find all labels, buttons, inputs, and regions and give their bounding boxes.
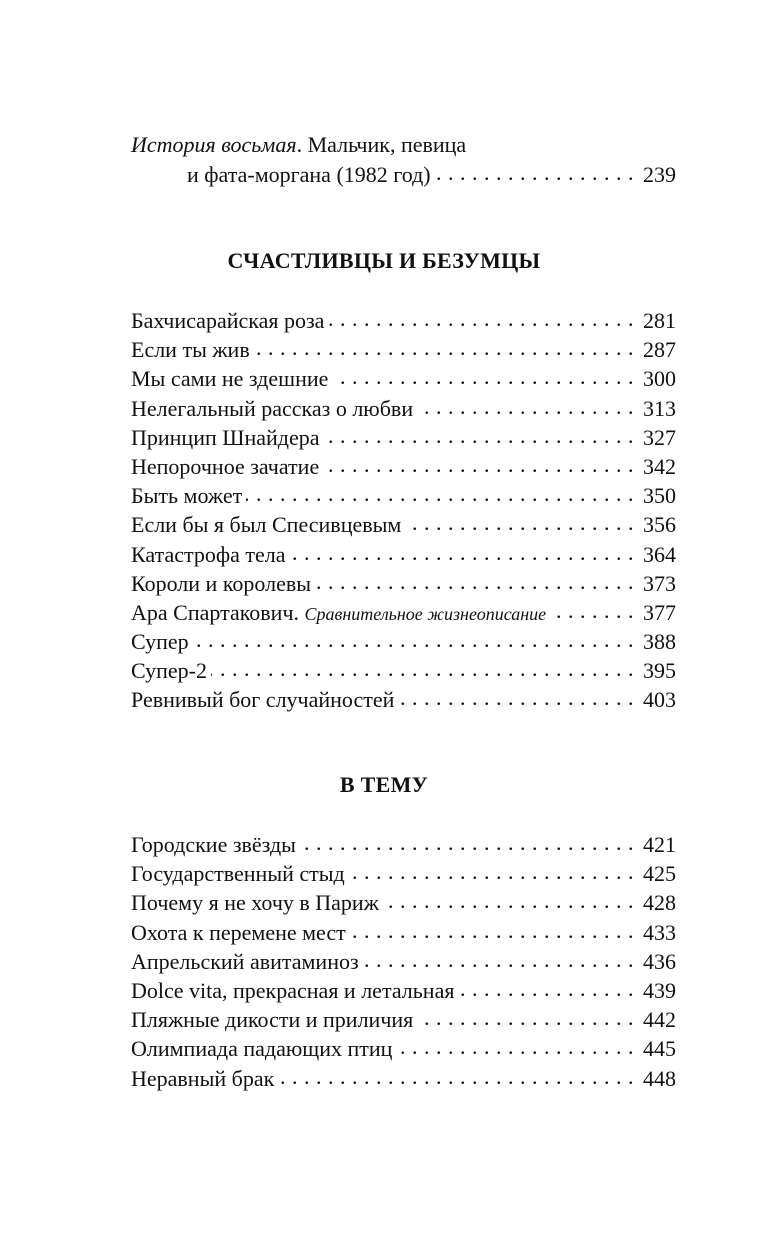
entry-title: Супер (131, 629, 189, 655)
entry-title: Апрельский авитаминоз (131, 948, 359, 974)
intro-story-continuation-line (131, 160, 676, 189)
dot-leader (290, 540, 634, 562)
entry-page: 436 (643, 948, 676, 974)
toc-entry (131, 627, 676, 656)
entry-page: 445 (643, 1036, 676, 1062)
entry-page: 281 (643, 308, 676, 333)
entry-title: Олимпиада падающих птиц (131, 1036, 393, 1062)
section-heading-2: В ТЕМУ (339, 772, 429, 797)
dot-leader (315, 569, 634, 591)
entry-page: 428 (643, 890, 676, 916)
entry-title: Если бы я был Спесивцевым (131, 512, 402, 538)
dot-leader (246, 481, 634, 503)
dot-leader (458, 976, 634, 998)
toc-entry (131, 1034, 676, 1063)
entry-page: 448 (643, 1065, 676, 1091)
dot-leader (396, 1034, 634, 1056)
entry-page: 300 (643, 366, 676, 392)
entry-page: 356 (643, 512, 676, 538)
entry-page: 287 (643, 337, 676, 363)
toc-entry (131, 918, 676, 947)
entry-title: Неравный брак (131, 1065, 275, 1091)
entry-title: Катастрофа тела (131, 541, 286, 567)
toc-entry (131, 364, 676, 393)
section-heading-1: СЧАСТЛИВЦЫ И БЕЗУМЦЫ (227, 248, 541, 273)
toc-entry (131, 306, 676, 335)
entry-page: 377 (643, 599, 676, 625)
dot-leader (254, 335, 634, 357)
toc-entry (131, 656, 676, 685)
toc-entry (131, 859, 676, 888)
entry-page: 373 (643, 570, 676, 596)
section2-list (131, 830, 676, 1093)
dot-leader (398, 685, 634, 707)
toc-entry (131, 452, 676, 481)
dot-leader (323, 423, 634, 445)
toc-entry (131, 423, 676, 452)
dot-leader (332, 364, 634, 386)
dot-leader (550, 598, 634, 620)
intro-story-page: 239 (643, 162, 676, 187)
toc-entry (131, 481, 676, 510)
entry-page: 421 (643, 832, 676, 857)
entry-page: 327 (643, 424, 676, 450)
entry-page: 395 (643, 658, 676, 684)
toc-entry (131, 569, 676, 598)
dot-leader (363, 947, 634, 969)
entry-title: Нелегальный рассказ о любви (131, 395, 414, 421)
entry-page: 350 (643, 483, 676, 509)
dot-leader (435, 160, 634, 182)
entry-page: 342 (643, 453, 676, 479)
dot-leader (300, 830, 634, 852)
entry-subtitle: Сравнительное жизнеописание (304, 603, 547, 624)
dot-leader (350, 918, 634, 940)
entry-title: Быть может (131, 483, 243, 509)
entry-title: Пляжные дикости и приличия (131, 1007, 414, 1033)
entry-title: Если ты жив (131, 337, 250, 363)
toc-entry (131, 1005, 676, 1034)
toc-entry (131, 685, 676, 714)
entry-title: Почему я не хочу в Париж (131, 890, 379, 916)
dot-leader (323, 452, 634, 474)
entry-page: 439 (643, 977, 676, 1003)
entry-title: Непорочное зачатие (131, 453, 320, 479)
entry-page: 313 (643, 395, 676, 421)
toc-entry (131, 1064, 676, 1093)
toc-entry (131, 947, 676, 976)
intro-story-entry (131, 130, 676, 189)
toc-entry (131, 540, 676, 569)
entry-page: 364 (643, 541, 676, 567)
entry-title: Dolce vita, прекрасная и летальная (131, 977, 455, 1003)
entry-title-with-subtitle (131, 598, 546, 629)
entry-title: Городские звёзды (131, 832, 296, 857)
entry-title: Мы сами не здешние (131, 366, 329, 392)
toc-entry (131, 976, 676, 1005)
toc-entry (131, 830, 676, 859)
toc-entry (131, 888, 676, 917)
section1-list (131, 306, 676, 715)
toc-entry (131, 598, 676, 627)
dot-leader (278, 1064, 634, 1086)
entry-page: 388 (643, 629, 676, 655)
entry-title: Бахчисарайская роза (131, 308, 325, 333)
intro-story-title-line (131, 130, 676, 160)
entry-page: 433 (643, 919, 676, 945)
dot-leader (405, 510, 634, 532)
entry-title: Короли и королевы (131, 570, 312, 596)
entry-title: Принцип Шнайдера (131, 424, 320, 450)
entry-title: Охота к перемене мест (131, 919, 346, 945)
dot-leader (193, 627, 634, 649)
entry-title: Ревнивый бог случайностей (131, 687, 395, 713)
entry-page: 442 (643, 1007, 676, 1033)
entry-title: Ара Спартакович. (131, 599, 300, 625)
intro-story-title-rest: . Мальчик, певица (296, 132, 467, 157)
intro-story-continuation: и фата-моргана (1982 год) (187, 162, 431, 187)
toc-entry (131, 394, 676, 423)
dot-leader (328, 306, 634, 328)
entry-page: 403 (643, 687, 676, 713)
toc-entry (131, 335, 676, 364)
entry-page: 425 (643, 861, 676, 887)
entry-title: Государственный стыд (131, 861, 345, 887)
intro-story-title-italic: История восьмая (131, 132, 297, 157)
dot-leader (417, 394, 634, 416)
dot-leader (349, 859, 634, 881)
dot-leader (211, 656, 634, 678)
dot-leader (383, 888, 634, 910)
entry-title: Супер-2 (131, 658, 207, 684)
toc-entry (131, 510, 676, 539)
dot-leader (417, 1005, 634, 1027)
